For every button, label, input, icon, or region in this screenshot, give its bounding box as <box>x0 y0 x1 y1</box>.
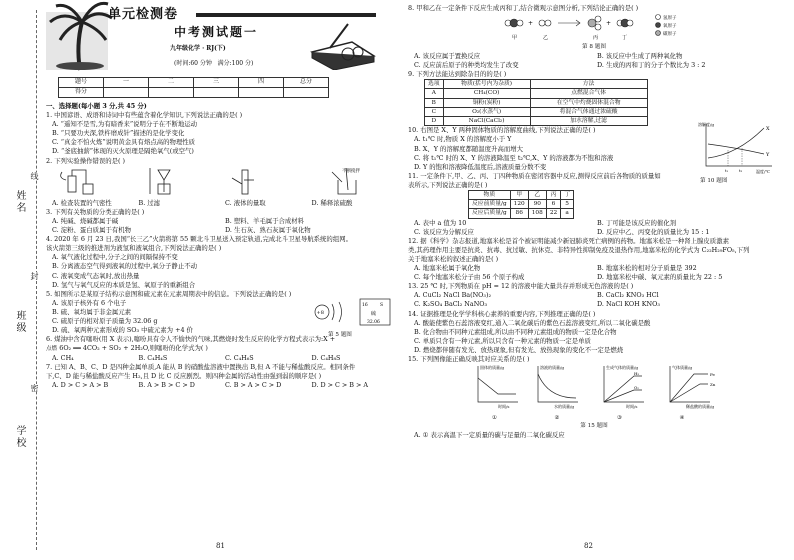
table-cell: B <box>425 98 444 107</box>
option-b: B. A > B > C > D <box>138 381 195 390</box>
option-b: B. 地塞米松的相对分子质量是 392 <box>597 264 697 273</box>
option-d: D. “釜底抽薪”体现的灭火原理是隔绝氧气(或空气) <box>52 147 194 156</box>
label-jia: 甲 <box>512 35 518 41</box>
question-5 <box>46 289 398 338</box>
option-d: D. C₄H₈S <box>311 354 341 363</box>
options-row <box>414 219 780 228</box>
table-cell: A <box>425 89 444 98</box>
section-title: 一、选择题(每小题 3 分,共 45 分) <box>46 102 147 110</box>
table-cell: D <box>425 117 444 126</box>
graph-number: ④ <box>679 415 685 422</box>
label-ding: 丁 <box>622 35 628 41</box>
line-mark: 线 <box>30 172 39 180</box>
question-stem: 3. 下列有关物质的分类正确的是( ) <box>46 207 145 216</box>
option-c: C. 液体的量取 <box>225 198 266 207</box>
molecule-diagram <box>498 13 688 45</box>
table-cell: O₂(水蒸气) <box>443 107 530 116</box>
table-header: 选项 <box>425 80 444 89</box>
graph4-xlabel: 稀盐酸的质量/g <box>686 404 714 410</box>
legend-hydrogen: 氢原子 <box>663 16 677 21</box>
table-header: 丁 <box>561 190 574 199</box>
graph3-h2-label: H₂ <box>634 371 640 377</box>
options-row <box>414 61 780 70</box>
score-cell[interactable] <box>104 88 149 98</box>
question-stem: 11. 一定条件下,甲、乙、丙、丁四种物质在密闭容器中反应,测得反应前后各物质的质量如 <box>408 171 661 180</box>
figure-caption: 第 8 题图 <box>582 44 606 50</box>
table-cell: 反应后质量/g <box>469 209 511 218</box>
banner-bar <box>196 13 376 17</box>
question-2 <box>46 157 398 208</box>
question-stem: 12. 据《科学》杂志报道,地塞米松是首个被证明能减少新冠肺炎死亡病例的药物。地塞米松是一种肾上腺皮质激素 <box>408 236 729 245</box>
option-c: C. 淀粉、蛋白质属于有机物 <box>52 226 132 235</box>
score-cell: 得分 <box>59 88 104 98</box>
option-d: D. 氢气与氧气反应的本质是氢、氧原子的重新组合 <box>52 280 196 289</box>
options-row <box>52 354 398 363</box>
graph3-o2-label: O₂ <box>634 385 639 391</box>
question-stem-2: 表所示,下列说法正确的是( ) <box>408 180 488 189</box>
option-c: C. “真金不怕火炼”说明黄金具有熔点高的物理性质 <box>52 138 196 147</box>
score-cell[interactable] <box>239 88 284 98</box>
mass-table <box>468 190 574 219</box>
y-axis-label: 溶解度/g <box>698 122 714 128</box>
svg-text:+: + <box>606 20 612 27</box>
question-stem: 13. 25 ℃ 时,下列物质在 pH = 12 的溶液中能大量共存并形成无色溶液的是( ) <box>408 282 634 291</box>
question-stem: 10. 右图是 X、Y 两种固体物质的溶解度曲线,下列说法正确的是( ) <box>408 126 596 135</box>
question-stem-2 <box>46 344 398 354</box>
option-b: B. 过滤 <box>138 198 161 207</box>
legend-carbon: 碳原子 <box>663 32 677 37</box>
score-header-cell: 四 <box>239 78 284 88</box>
option-d: D. 生石灰、熟石灰属于氧化物 <box>225 226 311 235</box>
options-row <box>52 381 398 390</box>
option-c: C. 单质只含有一种元素,所以只含有一种元素的物质一定是单质 <box>414 336 591 345</box>
x-axis-label: 温度/℃ <box>756 169 770 175</box>
option-d: D. 反应中乙、丙变化的质量比为 15 : 1 <box>597 227 710 236</box>
table-row <box>425 107 648 116</box>
score-cell[interactable] <box>149 88 194 98</box>
option-a: A. 该原子核外有 6 个电子 <box>52 298 127 307</box>
option-b: B. 该反应中生成了两种氧化物 <box>597 51 683 60</box>
score-header-cell: 总分 <box>284 78 329 88</box>
table-header: 物质 <box>469 190 511 199</box>
options-row <box>414 264 780 273</box>
table-cell: 108 <box>528 209 546 218</box>
option-d: D. 燃烧都伴随有发光、放热现象,但有发光、放热现象的变化不一定是燃烧 <box>414 345 624 354</box>
exam-subtitle: 九年级化学 · RJ(下) <box>170 45 226 52</box>
option-a: A. D > C > A > B <box>52 381 109 390</box>
option-a: A. 酸能使紫色石蕊溶液变红,通入二氧化碳后的紫色石蕊溶液变红,所以二氧化碳是酸 <box>414 318 651 327</box>
option-c: C. 每个地塞米松分子由 56 个原子构成 <box>414 273 525 282</box>
svg-text:+: + <box>528 20 534 27</box>
nucleus-charge: +8 <box>316 309 324 316</box>
option-b: B. 塑料、羊毛属于合成材料 <box>225 216 305 225</box>
question-stem-2: 类,其药理作用主要是抗炎、抗毒、抗过敏、抗休克、非特异性抑制免疫及退热作用,地塞米松的化学式为 C₂₂H₂₉FO₅,下列 <box>408 245 750 254</box>
table-row <box>425 117 648 126</box>
option-a: A. 氧气液化过程中,分子之间的间隔保持不变 <box>52 253 178 262</box>
graph1-ylabel: 固体的质量/g <box>480 365 504 371</box>
binding-strip <box>8 0 38 560</box>
option-c: C. 液氧变成气态氧时,放出热量 <box>52 271 140 280</box>
option-b: B. 丁可能是该反应的催化剂 <box>597 218 677 227</box>
table-cell: 22 <box>546 209 560 218</box>
graph-number: ① <box>492 415 498 422</box>
score-cell[interactable] <box>284 88 329 98</box>
question-stem-2: 该火箭第三级的推进剂为液氢和液氧组合,下列说法正确的是( ) <box>46 244 222 253</box>
options-row <box>414 228 780 237</box>
options-row <box>414 273 780 282</box>
graph4-ylabel: 气体质量/g <box>672 365 692 371</box>
right-page-number: 82 <box>584 542 593 551</box>
question-3 <box>46 208 398 235</box>
left-page <box>46 0 398 560</box>
option-c: C. 反应前后原子的种类均发生了改变 <box>414 61 519 70</box>
option-c: C. 将 t₁℃ 时的 X、Y 的溶液降温至 t₂℃,X、Y 的溶液都为不饱和溶液 <box>414 153 614 162</box>
question-stem: 9. 下列方法能达到除杂目的的是( ) <box>408 70 507 79</box>
option-a: A. CH₄ <box>52 354 74 363</box>
option-b: B. 硫、氧均属于非金属元素 <box>52 307 132 316</box>
score-header-cell: 二 <box>149 78 194 88</box>
question-stem: 7. 已知 A、B、C、D 是四种金属单质,A 能从 B 的硝酸盐溶液中置换出 B,但 A 不能与稀盐酸反应。相同条件 <box>46 363 356 372</box>
figure-caption: 第 10 题图 <box>700 178 728 185</box>
question-stem: 8. 甲和乙在一定条件下反应生成丙和丁,结合微观示意图分析,下列结论正确的是( ) <box>408 4 639 12</box>
graph4-fe-label: Fe <box>710 372 715 378</box>
tick-t2: t₂ <box>739 168 743 174</box>
option-b: B. X、Y 的溶解度都随温度升高而增大 <box>414 144 524 153</box>
element-symbol: S <box>380 302 384 308</box>
impurity-table <box>424 79 648 126</box>
options-row <box>414 52 780 61</box>
option-a: A. t₁℃ 时,物质 X 的溶解度小于 Y <box>414 135 512 144</box>
question-8 <box>408 4 780 70</box>
question-stem: 1. 中国谚语、成语和诗词中有些蕴含着化学知识,下列说法正确的是( ) <box>46 111 243 120</box>
option-c: C. B > A > C > D <box>225 381 282 390</box>
question-7 <box>46 363 398 390</box>
table-header: 甲 <box>510 190 528 199</box>
option-c: C. 该反应为分解反应 <box>414 227 474 236</box>
table-cell: 120 <box>510 200 528 209</box>
options-row <box>414 300 780 309</box>
graph4-zn-label: Zn <box>710 382 716 388</box>
figure-caption: 第 15 题图 <box>580 423 608 430</box>
table-cell: 5 <box>561 200 574 209</box>
table-header: 丙 <box>546 190 560 199</box>
question-stem: 5. 如图所示是某原子结构示意图和硫元素在元素周期表中的信息。下列说法正确的是( ) <box>46 289 292 298</box>
table-cell: 6 <box>546 200 560 209</box>
table-cell: C <box>425 107 444 116</box>
label-yi: 乙 <box>543 35 549 41</box>
question-14 <box>408 310 780 355</box>
question-stem-2: 下,C、D 能与稀盐酸反应产生 H₂,且 D 比 C 反应剧烈。则四种金属的活动性由强到弱的顺序是( ) <box>46 372 322 381</box>
question-stem: 14. 证据推理是化学学科核心素养的重要内容,下列推理正确的是( ) <box>408 309 596 318</box>
option-a: A. CuCl₂ NaCl Ba(NO₃)₂ <box>414 291 492 300</box>
equation-text: 6O₂ ══ 4CO₂ + SO₂ + 2H₂O,则噻吩的化学式为( ) <box>59 344 208 353</box>
option-c: C. C₄H₆S <box>225 354 254 363</box>
table-row <box>425 89 648 98</box>
left-page-number: 81 <box>216 542 225 551</box>
graph-numbers <box>492 415 742 423</box>
graph2-xlabel: 水的质量/g <box>554 404 574 410</box>
option-a: A. 检查装置的气密性 <box>52 198 112 207</box>
table-cell: NaCl(CaCl₂) <box>443 117 530 126</box>
table-cell: 90 <box>528 200 546 209</box>
graphs-figure <box>408 364 780 412</box>
question-1 <box>46 111 398 156</box>
options-row <box>52 199 398 208</box>
graph1-xlabel: 时间/s <box>498 404 510 410</box>
legend-oxygen: 氧原子 <box>663 24 677 29</box>
exam-time: (时间:60 分钟 <box>174 60 212 67</box>
score-header-cell: 题号 <box>59 78 104 88</box>
table-header: 乙 <box>528 190 546 199</box>
option-b: B. CaCl₂ KNO₃ HCl <box>597 291 659 300</box>
table-cell: 将混合气体通过浓硫酸 <box>530 107 647 116</box>
option-c: C. 硫原子的相对原子质量为 32.06 g <box>52 316 158 325</box>
option-d: D. 生成的丙和丁的分子个数比为 3 : 2 <box>597 61 706 70</box>
option-d: D. Y 的饱和溶液降低温度后,溶液质量分数不变 <box>414 162 547 171</box>
banner-title: 单元检测卷 <box>108 7 179 22</box>
option-d: D. 稀释浓硫酸 <box>311 198 353 207</box>
score-cell[interactable] <box>194 88 239 98</box>
secret-mark: 密 <box>30 384 39 392</box>
option-b: B. “只要功夫深,铁杵磨成针”描述的是化学变化 <box>52 129 185 138</box>
table-header: 物质(括号内为杂质) <box>443 80 530 89</box>
question-15 <box>408 355 780 440</box>
name-label: 姓名 <box>14 190 25 214</box>
seal-mark: 封 <box>30 272 39 280</box>
options-row <box>414 291 780 300</box>
lab-apparatus-figure <box>46 166 398 196</box>
table-cell: 加水溶解,过滤 <box>530 117 647 126</box>
question-4 <box>46 235 398 290</box>
label-bing: 丙 <box>593 35 599 41</box>
option-b: B. 化合物由不同种元素组成,所以由不同种元素组成的物质一定是化合物 <box>414 327 617 336</box>
graph-number: ③ <box>617 415 623 422</box>
option-d: D. 地塞米松中碳、氧元素的质量比为 22 : 5 <box>597 273 723 282</box>
table-cell: 点燃混合气体 <box>530 89 647 98</box>
exam-total: 满分:100 分) <box>217 60 254 67</box>
option-a: A. ① 表示高温下一定质量的碳与足量的二氧化碳反应 <box>414 431 565 440</box>
table-row <box>425 98 648 107</box>
curve-y-label: Y <box>766 152 770 159</box>
atom-structure-figure <box>308 298 398 332</box>
score-table <box>58 77 329 98</box>
table-cell: a <box>561 209 574 218</box>
options-row <box>52 226 398 235</box>
books-icon <box>308 22 378 70</box>
option-d: D. 硫、氧两种元素形成的 SO₃ 中硫元素为 +4 价 <box>52 326 193 335</box>
table-header: 方法 <box>530 80 647 89</box>
tick-t1: t₁ <box>725 168 729 174</box>
question-stem-3: 关于地塞米松的叙述正确的是( ) <box>408 255 499 263</box>
table-cell: CH₄(CO) <box>443 89 530 98</box>
element-mass: 32.06 <box>367 319 380 325</box>
table-cell: 在空气中灼烧固体混合物 <box>530 98 647 107</box>
school-label: 学校 <box>14 425 25 449</box>
option-a: A. 该反应属于置换反应 <box>414 51 481 60</box>
binding-dashed-line <box>36 10 37 550</box>
option-b: B. C₄H₄S <box>138 354 168 363</box>
exam-info <box>174 60 253 69</box>
question-stem: 4. 2020 年 6 月 23 日,我国“长三乙”火箭将第 55 颗北斗卫星送入预定轨道,完成北斗卫星导航系统的组网。 <box>46 235 352 244</box>
score-header-cell: 一 <box>104 78 149 88</box>
option-d: D. NaCl KOH KNO₃ <box>597 300 660 309</box>
option-b: B. 分离液态空气得到液氧的过程中,氧分子静止不动 <box>52 262 197 271</box>
question-stem: 6. 煤油中含有噻吩(用 X 表示),噻吩具有令人不愉快的气味,其燃烧时发生反应的化学方程式表示为:X + <box>46 335 336 344</box>
table-row <box>469 200 574 209</box>
graph2-ylabel: 溶液的质量/g <box>540 365 564 371</box>
reaction-condition: 点燃 <box>46 346 58 353</box>
option-a: A. 地塞米松属于氧化物 <box>414 264 481 273</box>
question-13 <box>408 282 780 309</box>
element-number: 16 <box>362 302 368 308</box>
options-row <box>52 217 398 226</box>
graph-number: ② <box>554 415 560 422</box>
score-header-cell: 三 <box>194 78 239 88</box>
option-a: A. 纯碱、烧碱都属于碱 <box>52 216 119 225</box>
exam-title: 中考测试题一 <box>174 25 259 39</box>
table-cell: 反应前质量/g <box>469 200 511 209</box>
option-d: D. D > C > B > A <box>311 381 369 390</box>
option-a: A. “遥知不是雪,为有暗香来”说明分子在不断地运动 <box>52 120 198 129</box>
option-c: C. K₂SO₄ BaCl₂ NaNO₃ <box>414 300 488 309</box>
question-stem: 15. 下列图像能正确反映其对应关系的是( ) <box>408 355 530 364</box>
banner <box>46 0 398 75</box>
curve-x-label: X <box>766 126 770 133</box>
solubility-curve-chart <box>698 120 778 176</box>
element-name: 硫 <box>371 310 377 317</box>
stir-label: 不断搅拌 <box>342 168 360 174</box>
right-page <box>408 0 780 560</box>
class-label: 班级 <box>14 310 25 334</box>
figure-caption: 第 5 题图 <box>328 331 352 338</box>
table-cell: 铜粉(炭粉) <box>443 98 530 107</box>
question-12 <box>408 237 780 282</box>
option-a: A. 表中 a 值为 10 <box>414 218 467 227</box>
table-row <box>469 209 574 218</box>
graph3-xlabel: 时间/s <box>626 404 638 410</box>
question-9 <box>408 70 780 126</box>
graph3-ylabel: 生成气体的质量/g <box>606 365 638 371</box>
question-stem: 2. 下列实验操作错误的是( ) <box>46 156 126 165</box>
table-cell: 86 <box>510 209 528 218</box>
